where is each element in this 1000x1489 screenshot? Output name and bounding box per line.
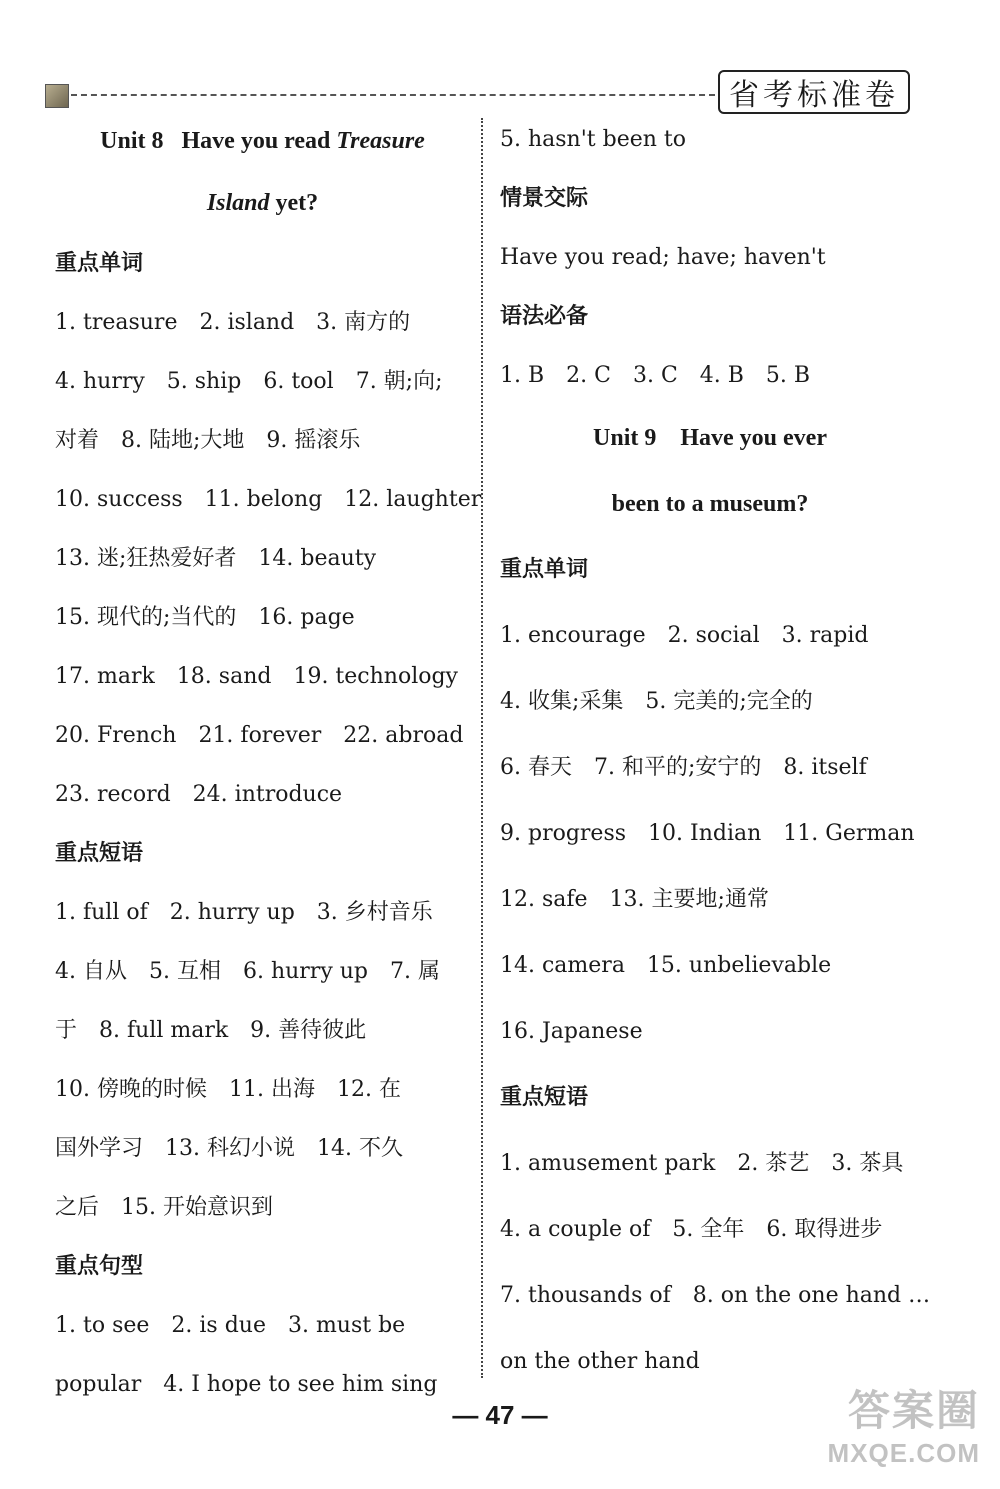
answer-line: 1. full of 2. hurry up 3. 乡村音乐	[55, 900, 433, 925]
unit-9-title: Unit 9 Have you ever	[593, 425, 827, 451]
header-marker-icon	[45, 84, 69, 108]
answer-line: 1. treasure 2. island 3. 南方的	[55, 310, 411, 335]
answer-line: 16. Japanese	[500, 1019, 643, 1044]
unit-8-title: Unit 8 Have you read Treasure	[100, 128, 425, 154]
column-divider	[481, 118, 483, 1378]
answer-line: 之后 15. 开始意识到	[55, 1195, 273, 1220]
watermark	[828, 1378, 980, 1469]
answer-line: on the other hand	[500, 1349, 700, 1374]
answer-line: 20. French 21. forever 22. abroad	[55, 723, 464, 748]
watermark-logo: 答案圈	[847, 1387, 980, 1434]
section-heading-phrases: 重点短语	[500, 1085, 589, 1110]
answer-line: 15. 现代的;当代的 16. page	[55, 605, 355, 630]
answer-line: 17. mark 18. sand 19. technology	[55, 664, 458, 689]
answer-line: 9. progress 10. Indian 11. German	[500, 821, 915, 846]
answer-line: 对着 8. 陆地;大地 9. 摇滚乐	[55, 428, 361, 453]
answer-line: 于 8. full mark 9. 善待彼此	[55, 1018, 367, 1043]
answer-line: popular 4. I hope to see him sing	[55, 1372, 438, 1397]
answer-line: 4. hurry 5. ship 6. tool 7. 朝;向;	[55, 369, 443, 394]
answer-line: 10. 傍晚的时候 11. 出海 12. 在	[55, 1077, 401, 1102]
answer-line: Have you read; have; haven't	[500, 245, 826, 270]
answer-line: 23. record 24. introduce	[55, 782, 343, 807]
answer-line: 6. 春天 7. 和平的;安宁的 8. itself	[500, 755, 867, 780]
answer-line: 4. 收集;采集 5. 完美的;完全的	[500, 689, 813, 714]
section-heading-words: 重点单词	[500, 557, 589, 582]
answer-line: 国外学习 13. 科幻小说 14. 不久	[55, 1136, 403, 1161]
section-heading-dialogue: 情景交际	[500, 186, 589, 211]
section-heading-sentences: 重点句型	[55, 1254, 144, 1279]
answer-line: 5. hasn't been to	[500, 127, 686, 152]
right-column	[500, 110, 931, 1395]
unit-8-title-line2: Island yet?	[206, 190, 319, 216]
answer-line: 4. a couple of 5. 全年 6. 取得进步	[500, 1217, 883, 1242]
unit-9-title-line2: been to a museum?	[611, 491, 809, 517]
answer-line: 1. amusement park 2. 茶艺 3. 茶具	[500, 1151, 904, 1176]
answer-line: 1. encourage 2. social 3. rapid	[500, 623, 869, 648]
left-column	[55, 110, 482, 1414]
answer-line: 12. safe 13. 主要地;通常	[500, 887, 769, 912]
page-number: — 47 —	[452, 1400, 548, 1430]
section-heading-words: 重点单词	[55, 251, 144, 276]
answer-line: 4. 自从 5. 互相 6. hurry up 7. 属	[55, 959, 440, 984]
answer-line: 1. to see 2. is due 3. must be	[55, 1313, 406, 1338]
section-heading-grammar: 语法必备	[500, 304, 589, 329]
answer-line: 10. success 11. belong 12. laughter	[55, 487, 482, 512]
header-dashed-rule	[71, 94, 715, 96]
answer-line: 1. B 2. C 3. C 4. B 5. B	[500, 363, 811, 388]
answer-line: 7. thousands of 8. on the one hand …	[500, 1283, 931, 1308]
answer-line: 13. 迷;狂热爱好者 14. beauty	[55, 546, 377, 571]
answer-line: 14. camera 15. unbelievable	[500, 953, 832, 978]
section-heading-phrases: 重点短语	[55, 841, 144, 866]
header-series-tag: 省考标准卷	[718, 70, 910, 114]
watermark-url: MXQE.COM	[827, 1438, 980, 1468]
